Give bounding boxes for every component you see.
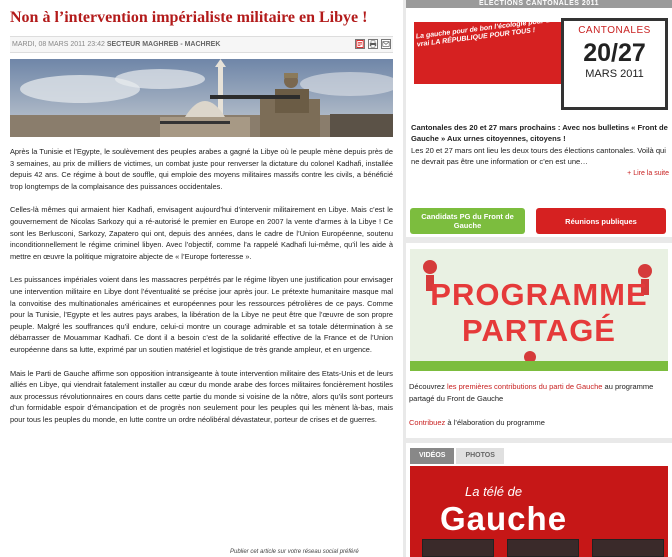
tv-small-title: La télé de: [465, 484, 523, 499]
video-thumbnail[interactable]: [507, 539, 579, 557]
contribute-link[interactable]: Contribuez: [409, 418, 446, 427]
meetings-button[interactable]: Réunions publiques: [536, 208, 666, 234]
email-icon[interactable]: [381, 39, 391, 49]
cantonales-month: MARS 2011: [585, 68, 644, 80]
tv-banner[interactable]: [410, 466, 668, 557]
elections-module: [406, 0, 672, 237]
tab-photos[interactable]: PHOTOS: [456, 448, 503, 464]
print-icon[interactable]: [368, 39, 378, 49]
programme-text-before: Découvrez: [409, 382, 447, 391]
news-body: Les 20 et 27 mars ont lieu les deux tours des élections cantonales. Voilà qui ne devrait pas être une information or c’en est une…: [411, 145, 666, 167]
elections-heading: ÉLECTIONS CANTONALES 2011: [406, 0, 672, 8]
contribute-text-rest: à l’élaboration du programme: [445, 418, 545, 427]
contribute-text: [409, 417, 667, 429]
media-module: [406, 443, 672, 557]
social-share-note[interactable]: Publier cet article sur votre réseau social préféré: [230, 549, 359, 555]
read-more-link[interactable]: + Lire la suite: [627, 169, 669, 177]
pdf-icon[interactable]: [355, 39, 365, 49]
banner-slogan: La gauche pour de bon l’écologie pour de vrai LA RÉPUBLIQUE POUR TOUS !: [415, 16, 555, 49]
programme-line1: PROGRAMME: [430, 277, 648, 312]
article-photo: [10, 59, 393, 137]
soldier-mosque-image: [10, 59, 393, 137]
article-title[interactable]: Non à l’intervention impérialiste militaire en Libye !: [10, 9, 368, 26]
programme-banner[interactable]: [410, 249, 668, 371]
article-meta: [10, 36, 393, 53]
news-headline[interactable]: Cantonales des 20 et 27 mars prochains : Avec nos bulletins « Front de Gauche » Aux urnes citoyennes, citoyens !: [411, 123, 668, 144]
candidates-button[interactable]: Candidats PG du Front de Gauche: [410, 208, 525, 234]
tv-big-title: Gauche: [440, 500, 568, 537]
cantonales-banner[interactable]: [410, 12, 672, 114]
article-section: SECTEUR MAGHREB - MACHREK: [106, 41, 221, 48]
video-thumbnail[interactable]: [422, 539, 494, 557]
article-date: MARDI, 08 MARS 2011 23:42: [12, 41, 105, 48]
programme-line2: PARTAGÉ: [462, 313, 616, 348]
cantonales-days: 20/27: [583, 39, 646, 67]
article-paragraph: Mais le Parti de Gauche affirme son opposition intransigeante à toute intervention militaire des Etats-Unis et de leurs alliés en Libye, qui viendrait fatalement installer au cœur du monde arabe des forces militaires foncièrement hostiles aux processus révolutionnaires en cours dans cette partie du monde si voisine de la nôtre, alors qu’ils sont porteurs d’un formidable espoir d’émancipation et de progrès non seulement pour les peuples qui les mènent là-bas, mais pour tous les peuples du monde, en lutte contre un ordre néolibéral dévastateur, porteur de crises et de guerres.: [10, 368, 393, 424]
cantonales-box: [561, 18, 668, 110]
video-thumbnail[interactable]: [592, 539, 664, 557]
article-paragraph: Les puissances impériales voient dans les massacres perpétrés par le régime libyen une justification pour envisager une intervention militaire en Libye dont l’éventualité se précise jour après jour. Le prétexte humanitaire masque mal la convoitise des multinationales américaines et européennes pour les ressources pétrolières de ce pays. Comme pour la Tunisie, l’Egypte et les autres pays arabes, la libération de la Libye ne peut être que l’œuvre de son propre peuple. Malgré les souffrances qu’il endure, celui-ci montre un courage admirable et sa totale détermination à se débarrasser de Mouammar Kadhafi. Ce dont il a besoin c’est de la solidarité effective de la France et de l’Union européenne dans sa lutte, exprimé par un soutien matériel et logistique de très grande ampleur, et en urgence.: [10, 275, 393, 354]
article-paragraph: Après la Tunisie et l’Egypte, le soulèvement des peuples arabes a gagné la Libye où le peuple mène depuis près de 3 semaines, au prix de milliers de victimes, un combat juste pour renverser la dictature du colonel Kadhafi, installée depuis 42 ans. Ce régime à bout de souffle, qui emploie des moyens militaires massifs contre les civils, a bénéficié trop longtemps de la complaisance des puissances occidentales.: [10, 147, 393, 191]
tab-videos[interactable]: VIDÉOS: [410, 448, 454, 464]
programme-text: [409, 381, 667, 405]
contributions-link[interactable]: les premières contributions du parti de Gauche: [446, 382, 603, 391]
cantonales-news: [411, 122, 669, 179]
article-paragraph: Celles-là mêmes qui armaient hier Kadhafi, envisagent aujourd’hui d’intervenir militairement en Libye. Mais c’est le gouvernement de Nicolas Sarkozy qui a ré-autorisé le premier en Europe en 2007 la vente d’armes à la Libye ! Ce sont les Berlusconi, Sarkozy, Zapatero qui ont, depuis des années, dans le cadre de l’Union Européenne, soutenu inconditionnellement le régime criminel libyen. Avec l’objectif, comme l’a rappelé Kadhafi lui-même, qu’il les aide à mettre en œuvre la politique migratoire abjecte de « l’Europe forteresse ».: [10, 205, 393, 261]
article-tools: [355, 39, 391, 49]
cantonales-title: CANTONALES: [578, 25, 651, 36]
programme-module: [406, 243, 672, 438]
media-tabs: [410, 448, 504, 464]
programme-text-after: au programme partagé du Front de Gauche: [409, 382, 654, 403]
